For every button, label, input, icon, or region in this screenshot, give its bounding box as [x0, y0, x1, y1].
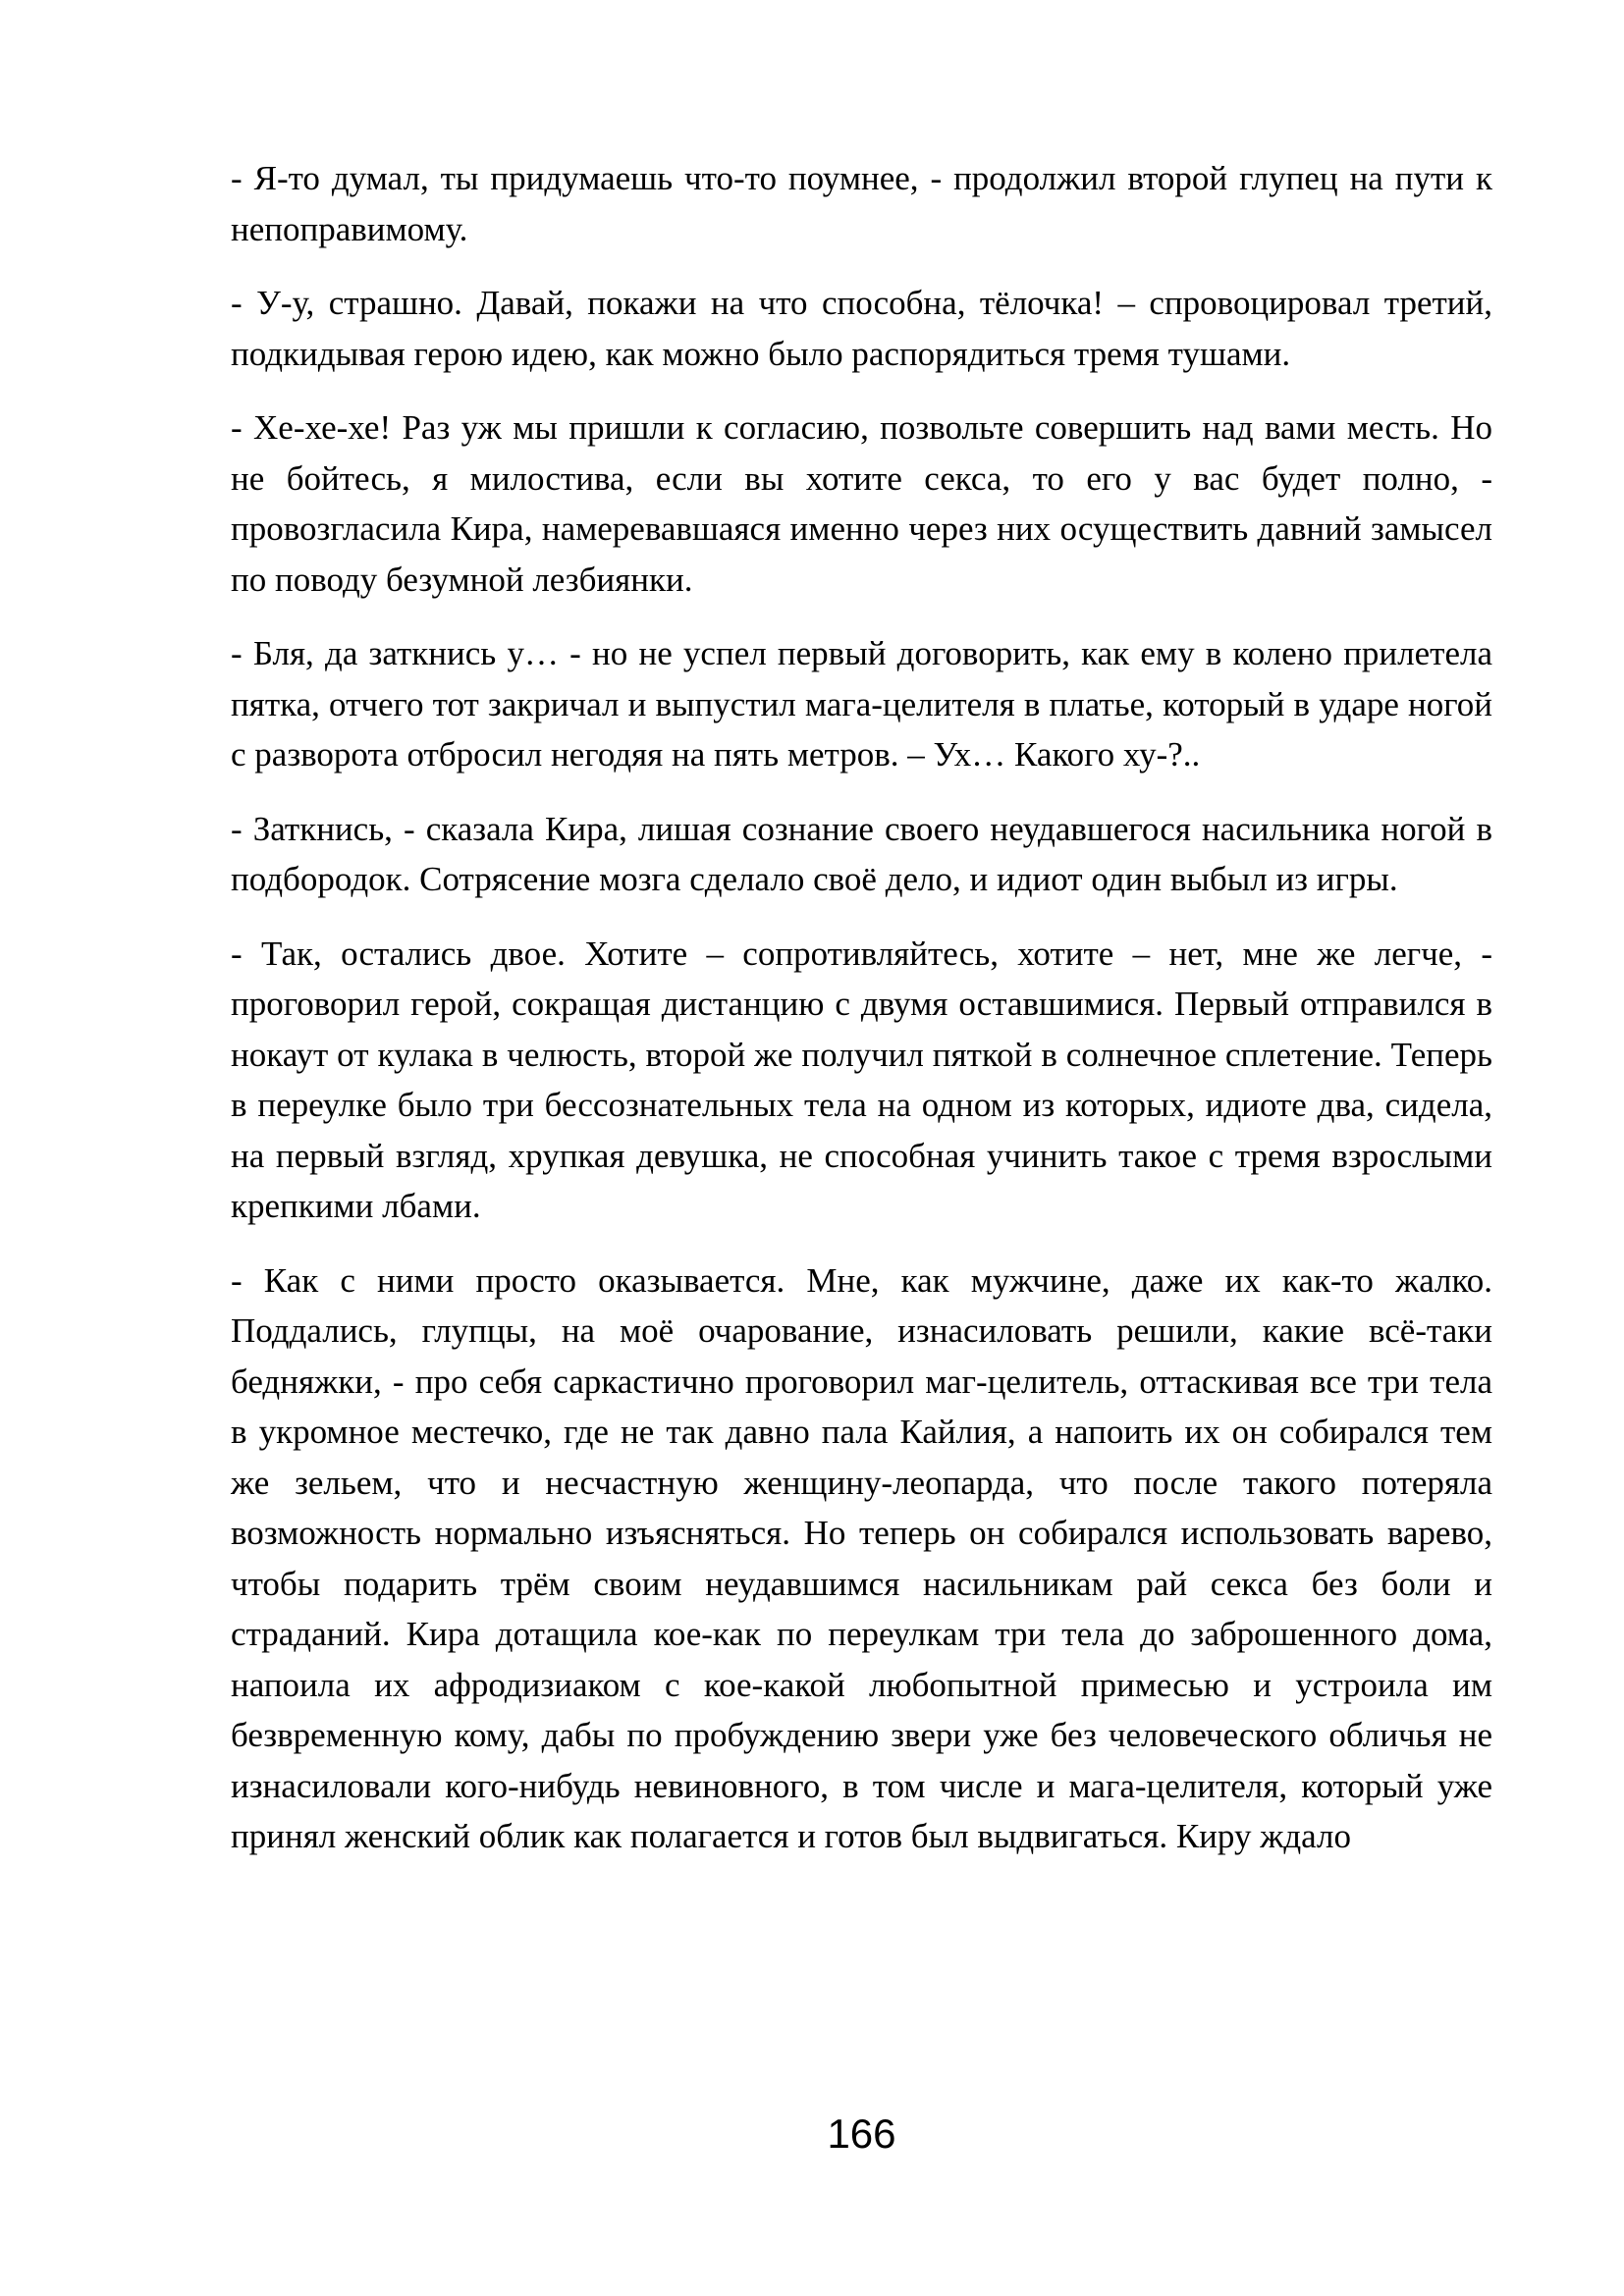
paragraph: - Бля, да заткнись у… - но не успел первый договорить, как ему в колено прилетела пятка, отчего тот закричал и выпустил мага-целителя в платье, который в ударе ногой с разворота отбросил негодяя на пять метров. – Ух… Какого ху-?..: [231, 634, 1492, 774]
page-text: [231, 153, 1492, 1862]
page-footer: [231, 2110, 1492, 2158]
paragraph: - Я-то думал, ты придумаешь что-то поумнее, - продолжил второй глупец на пути к непоправимому.: [231, 159, 1492, 248]
page-number: 166: [827, 2110, 896, 2157]
paragraph: - Заткнись, - сказала Кира, лишая сознание своего неудавшегося насильника ногой в подбородок. Сотрясение мозга сделало своё дело, и идиот один выбыл из игры.: [231, 809, 1492, 898]
paragraph: - Как с ними просто оказывается. Мне, как мужчине, даже их как-то жалко. Поддались, глупцы, на моё очарование, изнасиловать решили, какие всё-таки бедняжки, - про себя саркастично проговорил маг-целитель, оттаскивая все три тела в укромное местечко, где не так давно пала Кайлия, а напоить их он собирался тем же зельем, что и несчастную женщину-леопарда, что после такого потеряла возможность нормально изъясняться. Но теперь он собирался использовать варево, чтобы подарить трём своим неудавшимся насильникам рай секса без боли и страданий. Кира дотащила кое-как по переулкам три тела до заброшенного дома, напоила их афродизиаком с кое-какой любопытной примесью и устроила им безвременную кому, дабы по пробуждению звери уже без человеческого обличья не изнасиловали кого-нибудь невиновного, в том числе и мага-целителя, который уже принял женский облик как полагается и готов был выдвигаться. Киру ждало: [231, 1260, 1492, 1855]
paragraph: - Хе-хе-хе! Раз уж мы пришли к согласию, позвольте совершить над вами месть. Но не бойтесь, я милостива, если вы хотите секса, то его у вас будет полно, - провозгласила Кира, намеревавшаяся именно через них осуществить давний замысел по поводу безумной лезбиянки.: [231, 408, 1492, 599]
paragraph: - У-у, страшно. Давай, покажи на что способна, тёлочка! – спровоцировал третий, подкидывая герою идею, как можно было распорядиться тремя тушами.: [231, 284, 1492, 373]
paragraph: - Так, остались двое. Хотите – сопротивляйтесь, хотите – нет, мне же легче, - проговорил герой, сокращая дистанцию с двумя оставшимися. Первый отправился в нокаут от кулака в челюсть, второй же получил пяткой в солнечное сплетение. Теперь в переулке было три бессознательных тела на одном из которых, идиоте два, сидела, на первый взгляд, хрупкая девушка, не способная учинить такое с тремя взрослыми крепкими лбами.: [231, 934, 1492, 1225]
